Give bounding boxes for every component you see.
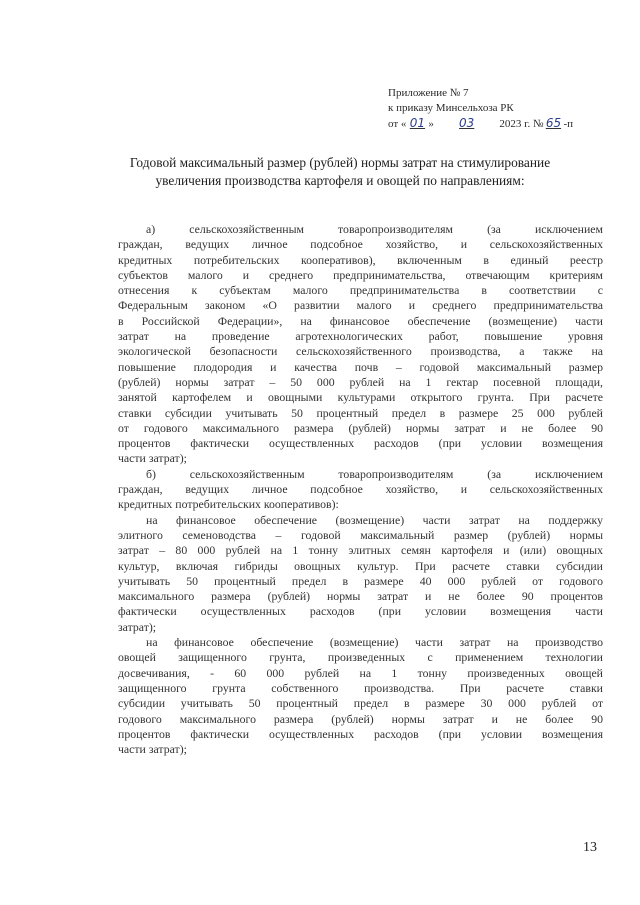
body-line: фактически осуществленных расходов (при условии возмещения части xyxy=(118,604,603,619)
body-line: годового максимального размера (рублей) нормы затрат и не более 90 xyxy=(118,711,603,726)
body-line: ставки субсидии учитывать 50 процентный предел в размере 25 000 рублей xyxy=(118,405,603,420)
body-line: субъектов малого и среднего предпринимательства, отвечающим критериям xyxy=(118,267,603,282)
body-line: а) сельскохозяйственным товаропроизводителям (за исключением xyxy=(146,222,603,236)
body-line: отнесения к субъектам малого предпринимательства в соответствии с xyxy=(118,283,603,298)
document-body xyxy=(118,222,603,757)
body-line: субсидии учитывать 50 процентный предел в размере 30 000 рублей от xyxy=(118,696,603,711)
body-line: культур, включая гибриды овощных культур. При расчете ставки субсидии xyxy=(118,558,603,573)
body-line: граждан, ведущих личное подсобное хозяйство, и сельскохозяйственных xyxy=(118,237,603,252)
body-line: максимального размера (рублей) нормы затрат и не более 90 процентов xyxy=(118,589,603,604)
body-line: учитывать 50 процентный предел в размере 40 000 рублей от годового xyxy=(118,573,603,588)
title-line: увеличения производства картофеля и овощей по направлениям: xyxy=(155,173,525,188)
body-line: граждан, ведущих личное подсобное хозяйство, и сельскохозяйственных xyxy=(118,482,603,497)
body-line: кредитных потребительских кооперативов): xyxy=(118,497,339,512)
document-title xyxy=(70,154,610,190)
body-line: занятой картофелем и овощными культурами открытого грунта. При расчете xyxy=(118,390,603,405)
page-number: 13 xyxy=(583,840,597,855)
body-line: процентов фактически осуществленных расходов (при условии возмещения xyxy=(118,436,603,451)
title-line: Годовой максимальный размер (рублей) нормы затрат на стимулирование xyxy=(129,155,551,170)
body-line: Федеральным законом «О развитии малого и среднего предпринимательства xyxy=(118,298,603,313)
body-line: от годового максимального размера (рублей) нормы затрат и не более 90 xyxy=(118,420,603,435)
body-line: (рублей) нормы затрат – 50 000 рублей на 1 гектар посевной площади, xyxy=(118,374,603,389)
body-line: процентов фактически осуществленных расходов (при условии возмещения xyxy=(118,726,603,741)
body-line: элитного семеноводства – годовой максимальный размер (рублей) нормы xyxy=(118,527,603,542)
order-day: 01 xyxy=(409,116,426,130)
appendix-title: Приложение № 7 xyxy=(388,87,469,99)
appendix-header xyxy=(388,86,573,132)
body-line: овощей защищенного грунта, произведенных с применением технологии xyxy=(118,650,603,665)
order-month: 03 xyxy=(459,116,475,130)
order-reference: к приказу Минсельхоза РК xyxy=(388,102,514,114)
body-line: на финансовое обеспечение (возмещение) части затрат на поддержку xyxy=(146,512,603,527)
body-line: повышение плодородия и качества почв – годовой максимальный размер xyxy=(118,359,603,374)
body-line: экологической безопасности сельскохозяйственного производства, а также на xyxy=(118,344,603,359)
body-line: на финансовое обеспечение (возмещение) части затрат на производство xyxy=(146,635,603,650)
body-line: части затрат); xyxy=(118,451,187,466)
body-line: б) сельскохозяйственным товаропроизводителям (за исключением xyxy=(146,466,603,481)
body-line: защищенного грунта собственного производства. При расчете ставки xyxy=(118,680,603,695)
order-date-line: от « 01 » 03 2023 г. № 65 -п xyxy=(388,116,574,130)
body-line: затрат – 80 000 рублей на 1 тонну элитных семян картофеля и (или) овощных xyxy=(118,543,603,558)
order-number: 65 xyxy=(545,116,562,130)
body-line: затрат); xyxy=(118,619,157,634)
body-line: затрат на проведение агротехнологических работ, повышение уровня xyxy=(118,329,603,344)
body-line: части затрат); xyxy=(118,742,187,757)
body-line: в Российской Федерации», на финансовое обеспечение (возмещение) части xyxy=(118,313,603,328)
body-line: досвечивания, - 60 000 рублей на 1 тонну произведенных овощей xyxy=(118,665,603,680)
body-line: кредитных потребительских кооперативов), включенным в единый реестр xyxy=(118,252,603,267)
